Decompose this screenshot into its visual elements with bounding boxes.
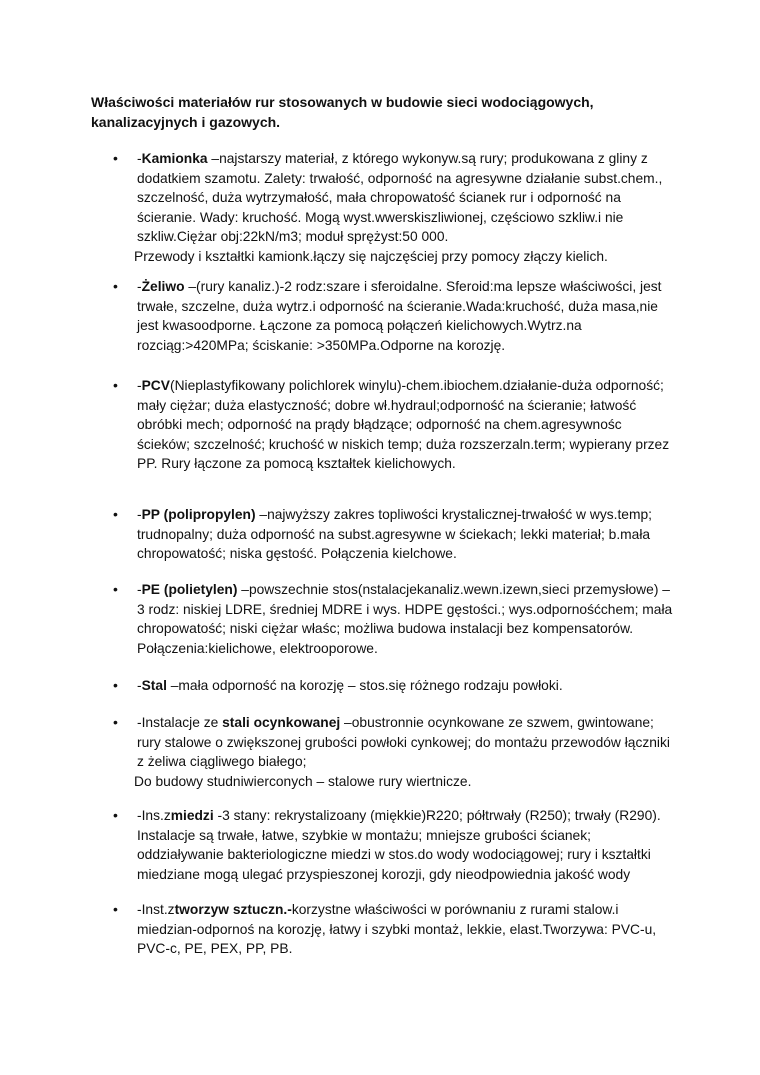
bullet-icon: • [113, 377, 118, 393]
bullet-icon: • [113, 278, 118, 294]
bullet-icon: • [113, 506, 118, 522]
item-text: –obustronnie ocynkowane ze szwem, gwintowane; rury stalowe o zwiększonej grubości powłoki cynkowej; do montażu przewodów łączniki z żeliwa ciągliwego białego; [137, 715, 670, 769]
bullet-icon: • [113, 807, 118, 823]
item-label: PP (polipropylen) [141, 507, 256, 522]
bullet-icon: • [113, 901, 118, 917]
bullet-icon: • [113, 714, 118, 730]
item-prefix: - [137, 378, 142, 393]
item-label: Kamionka [141, 151, 208, 166]
item-label: PE (polietylen) [141, 582, 238, 597]
item-text: –(rury kanaliz.)-2 rodz:szare i sferoidalne. Sferoid:ma lepsze właściwości, jest trwałe, szczelne, duża wytrz.i odporność na ścieranie.Wada:kruchość, duża masa,nie jest kwasoodporne. Łączone za pomocą połączeń kielichowych.Wytrz.na rozciąg:>420MPa; ściskanie: >350MPa.Odporne na korozję. [137, 279, 662, 353]
item-text: –powszechnie stos(nstalacjekanaliz.wewn.izewn,sieci przemysłowe) – 3 rodz: niskiej LDRE, średniej MDRE i wys. HDPE gęstości.; wys.odpornośćchem; mała chropowatość; niski ciężar właśc; możliwa budowa instalacji bez kompensatorów. Połączenia:kielichowe, elektrooporowe. [137, 582, 673, 656]
item-prefix: -Inst.z [137, 902, 175, 917]
item-text: -3 stany: rekrystalizoany (miękkie)R220; półtrwały (R250); trwały (R290). Instalacje są trwałe, łatwe, szybkie w montażu; mniejsze grubości ścianek; oddziaływanie bakteriologiczne miedzi w stos.do wody wodociągowej; rury i kształtki miedziane mogą ulegać przyspieszonej korozji, gdy nieodpowiednia jakość wody [137, 808, 661, 882]
item-text: –najstarszy materiał, z którego wykonyw.są rury; produkowana z gliny z dodatkiem szamotu. Zalety: trwałość, odporność na agresywne działanie subst.chem., szczelność, duża wytrzymałość, mała chropowatość ścianek rur i odporność na ścieranie. Wady: kruchość. Mogą wyst.wwerskiszliwionej, częściowo szkliw.i nie szkliw.Ciężar obj:22kN/m3; moduł sprężyst:50 000. [137, 151, 663, 244]
item-prefix: - [137, 507, 142, 522]
item-label: PCV [141, 378, 170, 393]
bullet-icon: • [113, 677, 118, 693]
item-note: Do budowy studniwierconych – stalowe rury wiertnicze. [134, 773, 472, 789]
item-prefix: - [137, 678, 142, 693]
item-prefix: -Instalacje ze [137, 715, 223, 730]
bullet-icon: • [113, 150, 118, 166]
item-label: miedzi [170, 808, 214, 823]
document-title: Właściwości materiałów rur stosowanych w budowie sieci wodociągowych, kanalizacyjnych i gazowych. [91, 94, 594, 130]
item-label: stali ocynkowanej [222, 715, 341, 730]
item-label: Stal [141, 678, 167, 693]
bullet-icon: • [113, 581, 118, 597]
item-text: (Nieplastyfikowany polichlorek winylu)-chem.ibiochem.działanie-duża odporność; mały ciężar; duża elastyczność; dobre wł.hydraul;odporność na ścieranie; łatwość obróbki mech; odporność na prądy błądzące; odporność na chem.agresywnośc ścieków; szczelność; kruchość w niskich temp; duża rozszerzaln.term; wypierany przez PP. Rury łączone za pomocą kształtek kielichowych. [137, 378, 670, 471]
item-prefix: - [137, 279, 142, 294]
item-label: Żeliwo [141, 279, 185, 294]
item-text: –mała odporność na korozję – stos.się różnego rodzaju powłoki. [166, 678, 563, 693]
item-prefix: - [137, 151, 142, 166]
item-prefix: -Ins.z [137, 808, 171, 823]
item-text: –najwyższy zakres topliwości krystalicznej-trwałość w wys.temp; trudnopalny; duża odporność na subst.agresywne w ściekach; lekki materiał; b.mała chropowatość; niska gęstość. Połączenia kielchowe. [137, 507, 652, 561]
item-note: Przewody i kształtki kamionk.łączy się najczęściej przy pomocy złączy kielich. [134, 248, 608, 264]
item-label: tworzyw sztuczn.- [174, 902, 292, 917]
item-prefix: - [137, 582, 142, 597]
item-text: korzystne właściwości w porównaniu z rurami stalow.i miedzian-odpornoś na korozję, łatwy i szybki montaż, lekkie, elast.Tworzywa: PVC-u, PVC-c, PE, PEX, PP, PB. [137, 902, 657, 956]
